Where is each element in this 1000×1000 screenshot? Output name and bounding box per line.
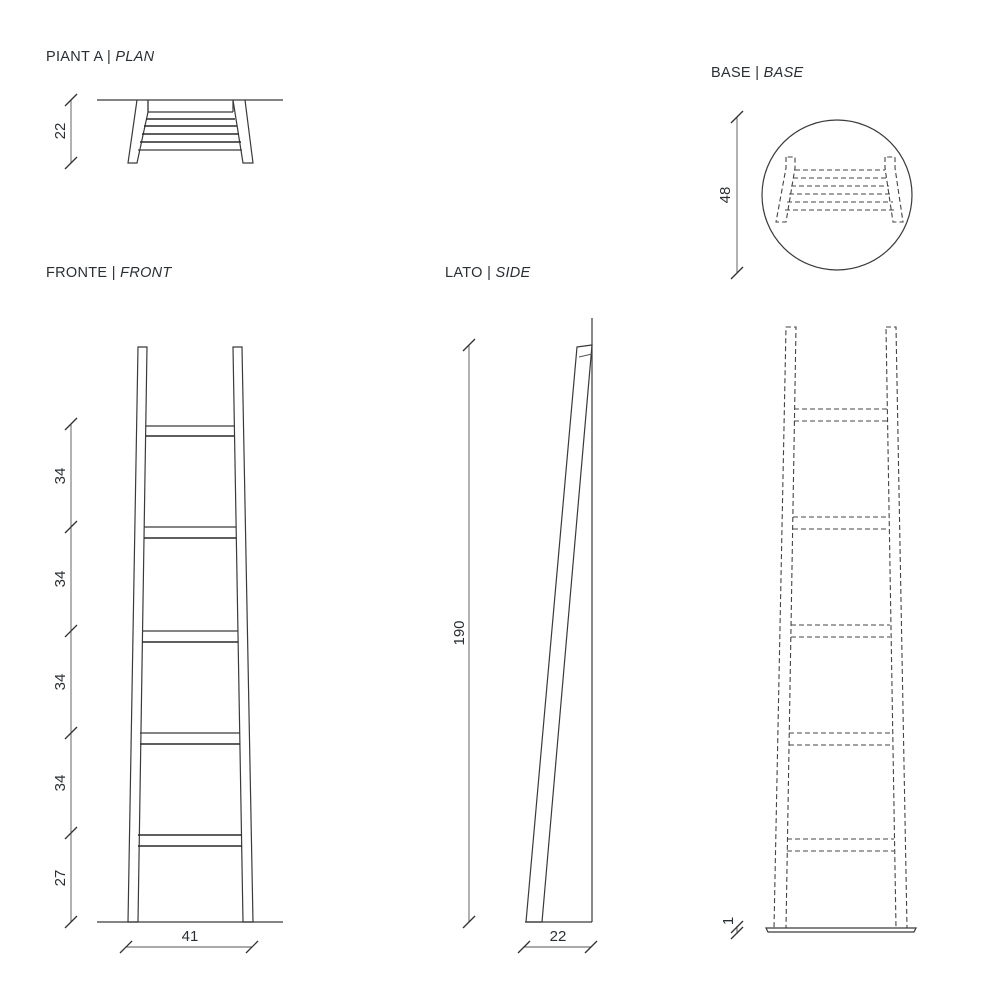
base-elevation-view bbox=[720, 327, 916, 939]
base-depth-dimension: 48 bbox=[717, 186, 734, 204]
front-rung-spacing-4: 34 bbox=[52, 774, 69, 792]
front-view bbox=[46, 265, 283, 953]
front-rung-spacing-3: 34 bbox=[52, 673, 69, 691]
side-label: LATO | SIDE bbox=[445, 265, 531, 281]
plan-depth-dimension: 22 bbox=[52, 122, 69, 140]
side-height-dimension: 190 bbox=[451, 620, 468, 646]
base-plate-dimension: 1 bbox=[720, 916, 737, 926]
plan-view bbox=[46, 49, 283, 169]
front-rung-spacing-2: 34 bbox=[52, 570, 69, 588]
front-label: FRONTE | FRONT bbox=[46, 265, 172, 281]
side-depth-dimension: 22 bbox=[549, 928, 567, 945]
front-bottom-spacing: 27 bbox=[52, 869, 69, 887]
front-width-dimension: 41 bbox=[181, 928, 199, 945]
base-view bbox=[711, 65, 912, 279]
base-label: BASE | BASE bbox=[711, 65, 804, 81]
side-view bbox=[445, 265, 597, 953]
plan-label: PIANT A | PLAN bbox=[46, 49, 155, 65]
front-rung-spacing-1: 34 bbox=[52, 467, 69, 485]
